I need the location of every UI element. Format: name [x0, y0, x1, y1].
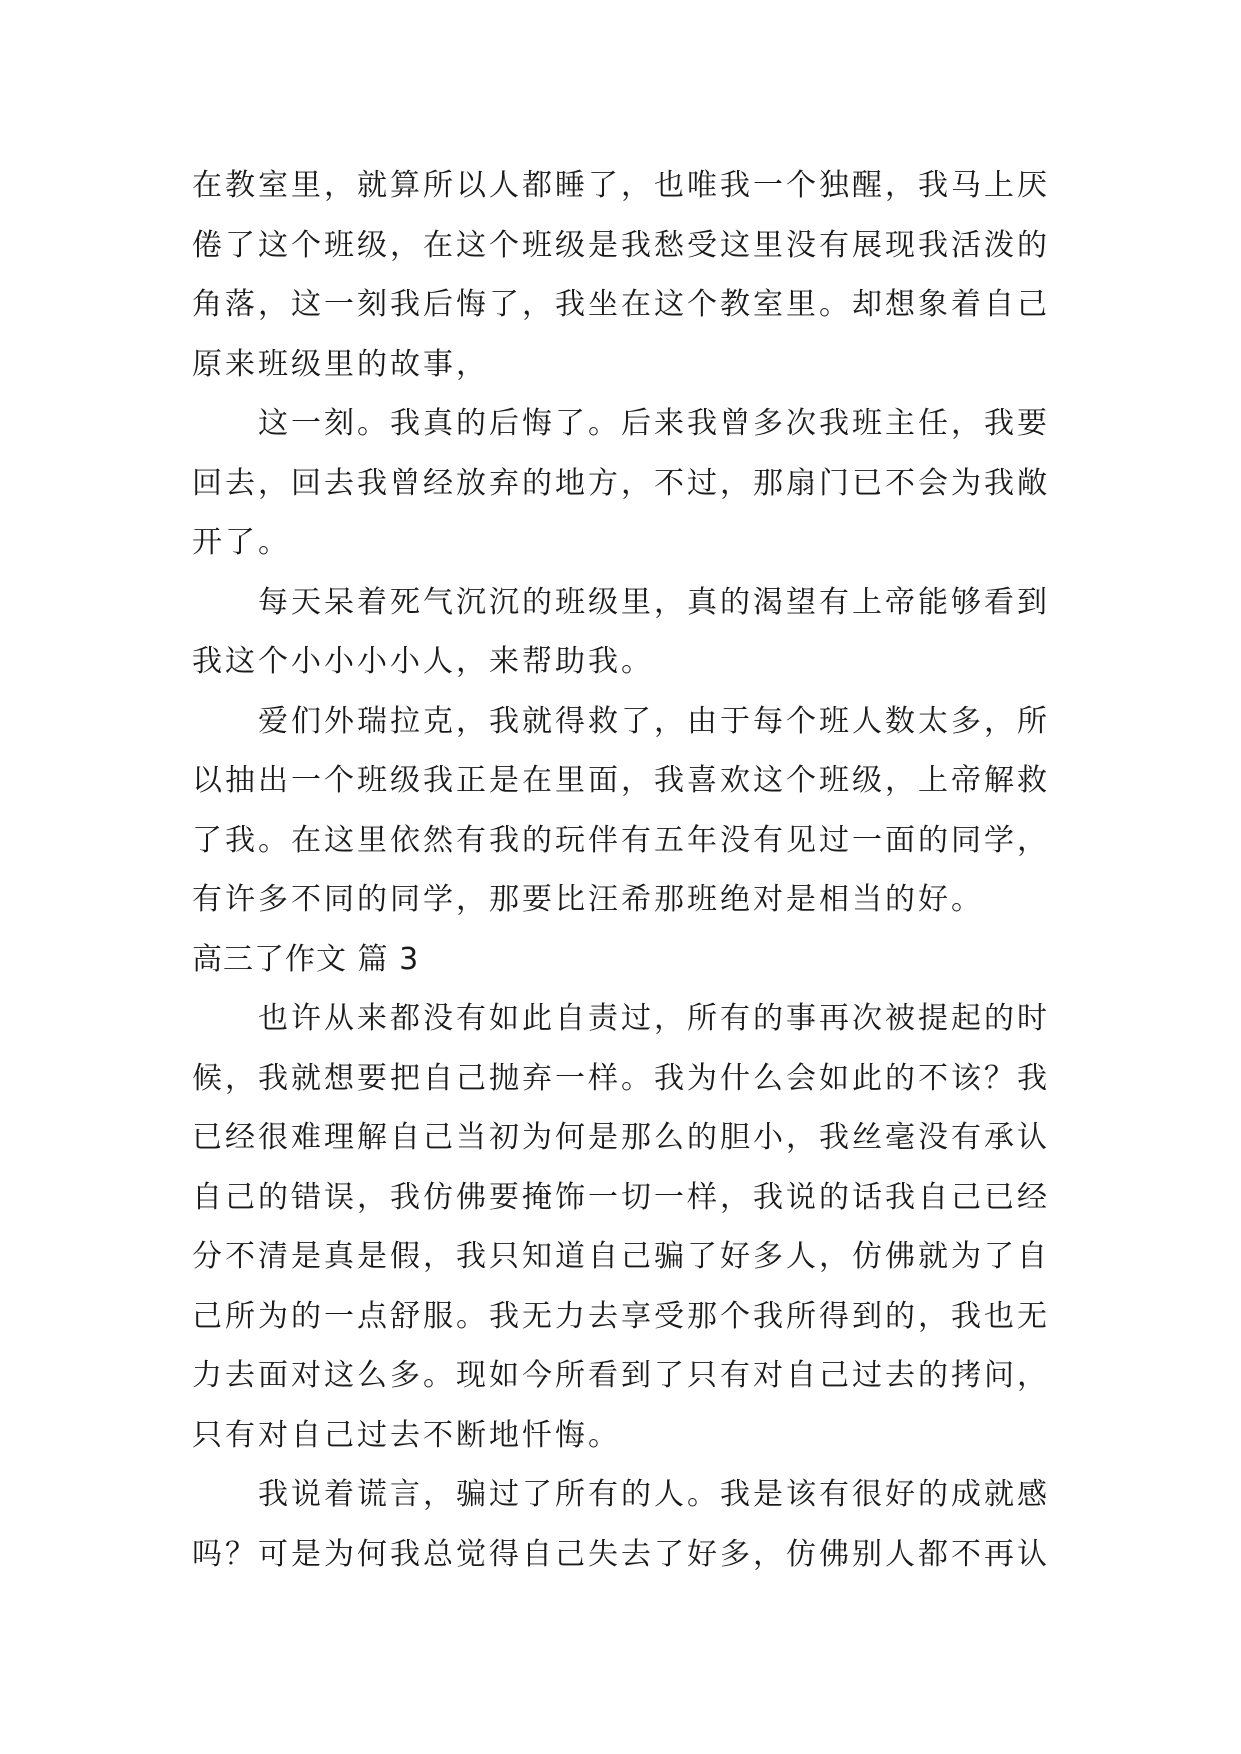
text-line: 候，我就想要把自己抛弃一样。我为什么会如此的不该？我 [192, 1060, 1050, 1096]
text-line: 爱们外瑞拉克，我就得救了，由于每个班人数太多，所 [258, 703, 1050, 739]
text-line: 原来班级里的故事， [192, 346, 489, 382]
text-line: 角落，这一刻我后悔了，我坐在这个教室里。却想象着自己 [192, 287, 1050, 322]
text-line: 也许从来都没有如此自责过，所有的事再次被提起的时 [258, 1001, 1050, 1036]
text-line: 自己的错误，我仿佛要掩饰一切一样，我说的话我自己已经 [192, 1179, 1050, 1215]
text-line: 这一刻。我真的后悔了。后来我曾多次我班主任，我要 [258, 406, 1050, 441]
text-line: 了我。在这里依然有我的玩伴有五年没有见过一面的同学， [192, 822, 1050, 858]
body-text [192, 156, 1052, 1584]
text-line: 吗？可是为何我总觉得自己失去了好多，仿佛别人都不再认 [192, 1536, 1050, 1572]
text-line: 力去面对这么多。现如今所看到了只有对自己过去的拷问， [192, 1358, 1050, 1393]
text-line: 已经很难理解自己当初为何是那么的胆小，我丝毫没有承认 [192, 1120, 1050, 1155]
text-line: 分不清是真是假，我只知道自己骗了好多人，仿佛就为了自 [192, 1239, 1050, 1274]
text-line: 有许多不同的同学，那要比汪希那班绝对是相当的好。 [192, 882, 984, 917]
section-heading: 高三了作文 篇 3 [192, 941, 420, 977]
text-line: 每天呆着死气沉沉的班级里，真的渴望有上帝能够看到 [258, 584, 1050, 620]
text-line: 开了。 [192, 525, 291, 560]
text-line: 回去，回去我曾经放弃的地方，不过，那扇门已不会为我敞 [192, 465, 1050, 501]
text-line: 以抽出一个班级我正是在里面，我喜欢这个班级，上帝解救 [192, 763, 1050, 798]
text-line: 己所为的一点舒服。我无力去享受那个我所得到的，我也无 [192, 1298, 1050, 1334]
text-line: 倦了这个班级，在这个班级是我愁受这里没有展现我活泼的 [192, 227, 1050, 263]
text-line: 我说着谎言，骗过了所有的人。我是该有很好的成就感 [258, 1477, 1050, 1512]
text-line: 只有对自己过去不断地忏悔。 [192, 1417, 621, 1453]
text-line: 我这个小小小小人，来帮助我。 [192, 644, 654, 679]
text-line: 在教室里，就算所以人都睡了，也唯我一个独醒，我马上厌 [192, 168, 1050, 203]
